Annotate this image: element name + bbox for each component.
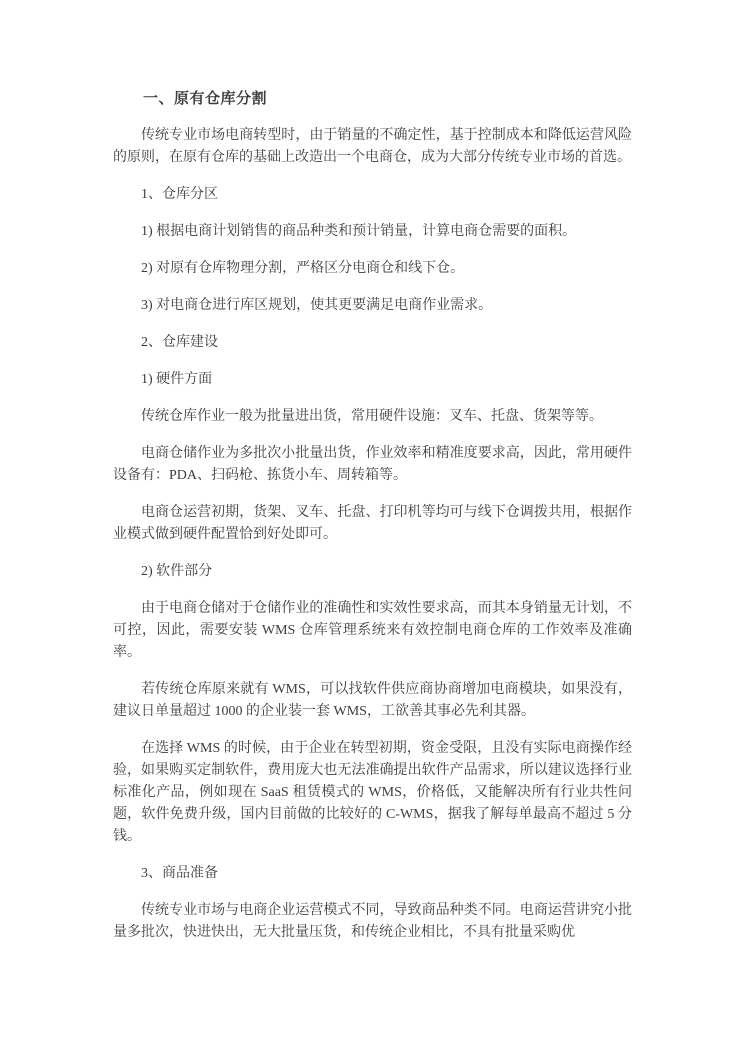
subsubsection-heading-software: 2) 软件部分 (141, 564, 213, 579)
paragraph: 在选择 WMS 的时候，由于企业在转型初期，资金受限，且没有实际电商操作经验，如果购买定制软件，费用庞大也无法准确提出软件产品需求，所以建议选择行业标准化产品，例如现在 SaaS 租赁模式的 WMS，价格低，又能解决所有行业共性问题，软件免费升级，国内目前做的比较好的 C-WMS，据我了解每单最高不超过 5 分钱。 (113, 741, 632, 844)
subsection-heading-warehouse-zoning: 1、仓库分区 (141, 187, 218, 202)
paragraph: 电商仓运营初期，货架、叉车、托盘、打印机等均可与线下仓调拨共用，根据作业模式做到硬件配置恰到好处即可。 (113, 505, 632, 542)
paragraph: 电商仓储作业为多批次小批量出货，作业效率和精准度要求高，因此，常用硬件设备有：PDA、扫码枪、拣货小车、周转箱等。 (113, 446, 632, 483)
list-item: 3) 对电商仓进行库区规划，使其更要满足电商作业需求。 (141, 298, 493, 313)
paragraph: 若传统仓库原来就有 WMS，可以找软件供应商协商增加电商模块，如果没有，建议日单量超过 1000 的企业装一套 WMS，工欲善其事必先利其器。 (113, 682, 632, 719)
list-item: 2) 对原有仓库物理分割，严格区分电商仓和线下仓。 (141, 261, 465, 276)
intro-paragraph: 传统专业市场电商转型时，由于销量的不确定性，基于控制成本和降低运营风险的原则，在原有仓库的基础上改造出一个电商仓，成为大部分传统专业市场的首选。 (113, 128, 632, 165)
paragraph: 由于电商仓储对于仓储作业的准确性和实效性要求高，而其本身销量无计划，不可控，因此，需要安装 WMS 仓库管理系统来有效控制电商仓库的工作效率及准确率。 (113, 601, 632, 660)
subsection-heading-goods-preparation: 3、商品准备 (141, 866, 218, 881)
subsubsection-heading-hardware: 1) 硬件方面 (141, 372, 213, 387)
list-item: 1) 根据电商计划销售的商品种类和预计销量，计算电商仓需要的面积。 (141, 224, 577, 239)
subsection-heading-warehouse-construction: 2、仓库建设 (141, 335, 218, 350)
section-heading: 一、原有仓库分割 (143, 91, 268, 107)
paragraph: 传统仓库作业一般为批量进出货，常用硬件设施：叉车、托盘、货架等等。 (141, 409, 603, 424)
paragraph: 传统专业市场与电商企业运营模式不同，导致商品种类不同。电商运营讲究小批量多批次，快进快出，无大批量压货，和传统企业相比，不具有批量采购优 (113, 903, 632, 940)
